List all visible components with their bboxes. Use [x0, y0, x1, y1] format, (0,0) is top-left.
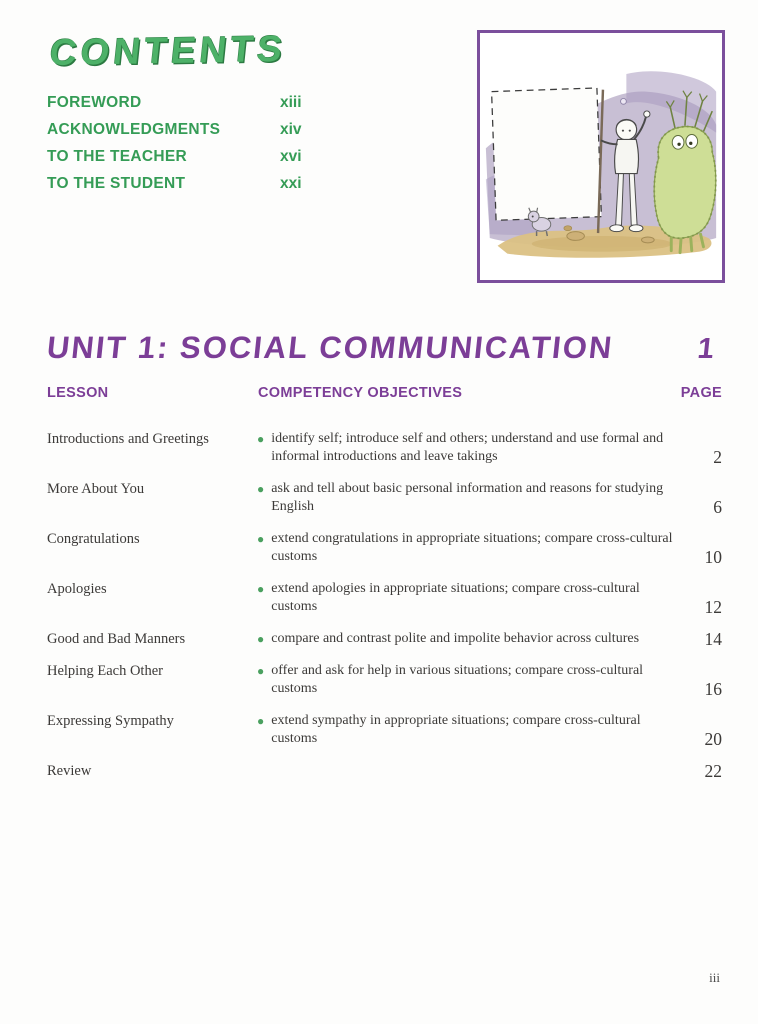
unit-1-section — [47, 330, 722, 794]
page-title: CONTENTS — [47, 27, 288, 74]
bullet-icon: ● — [257, 432, 265, 446]
unit-start-page: 1 — [696, 333, 716, 365]
lesson-table — [47, 430, 722, 781]
table-row — [47, 662, 722, 699]
lesson-name: Review — [47, 762, 92, 779]
lesson-name: More About You — [47, 480, 145, 497]
objective-text: offer and ask for help in various situations; compare cross-cultural customs — [271, 663, 644, 697]
objective-text: compare and contrast polite and impolite behavior across cultures — [271, 630, 640, 646]
lesson-name: Helping Each Other — [47, 663, 163, 679]
front-matter-page-number: xxi — [280, 175, 302, 192]
lesson-name: Good and Bad Manners — [47, 630, 186, 647]
bullet-icon: ● — [257, 664, 265, 678]
unit-title-row — [45, 330, 724, 366]
front-matter-page-number: xiii — [280, 94, 302, 111]
bullet-icon: ● — [257, 481, 265, 496]
table-row — [47, 762, 722, 781]
lesson-page-number: 12 — [704, 596, 722, 617]
table-row — [47, 530, 722, 567]
folio-page-number: iii — [709, 970, 720, 985]
column-header-page: PAGE — [680, 385, 722, 401]
table-row — [47, 630, 722, 649]
lesson-name: Apologies — [47, 580, 107, 597]
lesson-name: Introductions and Greetings — [47, 431, 209, 447]
table-column-headers — [47, 385, 722, 401]
lesson-page-number: 14 — [704, 628, 722, 649]
front-matter-page-number: xvi — [280, 148, 302, 165]
lesson-page-number: 22 — [704, 760, 722, 781]
column-header-objectives: COMPETENCY OBJECTIVES — [258, 385, 463, 401]
lesson-name: Congratulations — [47, 530, 140, 547]
front-matter-list — [47, 94, 377, 202]
table-row — [47, 580, 722, 617]
lesson-page-number: 2 — [713, 446, 722, 467]
front-matter-item — [47, 121, 377, 139]
objective-text: extend apologies in appropriate situations; compare cross-cultural customs — [271, 580, 640, 615]
unit-title: UNIT 1: SOCIAL COMMUNICATION — [45, 330, 616, 365]
front-matter-page-number: xiv — [280, 121, 302, 138]
objective-text: extend congratulations in appropriate situations; compare cross-cultural customs — [271, 530, 673, 565]
objective-text: identify self; introduce self and others; understand and use formal and informal introductions and leave takings — [271, 431, 664, 465]
bullet-icon: ● — [257, 631, 265, 646]
front-matter-label: ACKNOWLEDGMENTS — [47, 121, 221, 138]
objective-text: ask and tell about basic personal information and reasons for studying English — [271, 480, 664, 515]
bullet-icon: ● — [257, 531, 265, 546]
bullet-icon: ● — [257, 581, 265, 596]
front-matter-label: TO THE TEACHER — [47, 148, 187, 165]
front-matter-label: TO THE STUDENT — [47, 175, 186, 192]
table-row — [47, 480, 722, 517]
front-matter-label: FOREWORD — [47, 94, 142, 111]
front-matter-item — [47, 148, 377, 166]
lesson-page-number: 6 — [713, 496, 722, 517]
illustration-frame — [477, 30, 725, 283]
lesson-page-number: 10 — [704, 546, 722, 567]
bullet-icon: ● — [257, 713, 265, 728]
objective-text: extend sympathy in appropriate situations; compare cross-cultural customs — [271, 712, 641, 747]
table-row — [47, 712, 722, 749]
front-matter-item — [47, 94, 377, 112]
front-matter-item — [47, 175, 377, 193]
lesson-page-number: 20 — [704, 728, 722, 749]
column-header-lesson: LESSON — [47, 385, 109, 401]
lesson-name: Expressing Sympathy — [47, 712, 174, 729]
lesson-page-number: 16 — [704, 678, 722, 699]
table-row — [47, 430, 722, 467]
flag-and-creature-illustration — [480, 33, 722, 280]
